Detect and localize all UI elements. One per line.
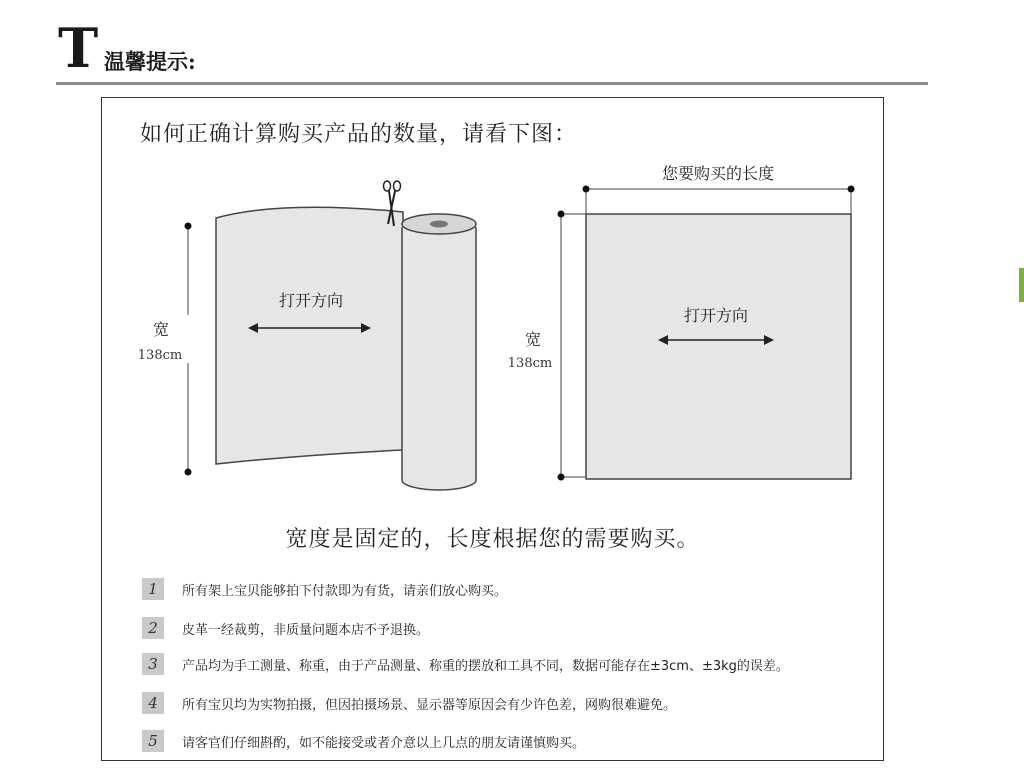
note-item: [142, 729, 585, 753]
left-direction-label: 打开方向: [278, 291, 344, 310]
right-width-value: 138cm: [507, 356, 553, 371]
note-number-badge: 2: [142, 617, 164, 639]
note-item: [142, 577, 507, 601]
header-title: 温馨提示:: [104, 49, 196, 74]
question-heading: 如何正确计算购买产品的数量，请看下图：: [140, 122, 578, 147]
note-text: 请客官们仔细斟酌，如不能接受或者介意以上几点的朋友请谨慎购买。: [182, 735, 586, 751]
header-logo-letter: T: [58, 16, 99, 80]
note-text: 所有架上宝贝能够拍下付款即为有货，请亲们放心购买。: [182, 583, 508, 599]
right-direction-label: 打开方向: [683, 306, 749, 325]
note-text: 皮革一经裁剪，非质量问题本店不予退换。: [182, 622, 430, 638]
note-number-badge: 4: [142, 692, 164, 714]
sheet-illustration: [508, 164, 855, 481]
left-width-label: 宽: [152, 320, 170, 339]
note-number-badge: 5: [142, 730, 164, 752]
note-item: [142, 652, 789, 676]
left-width-value: 138cm: [137, 348, 183, 363]
note-text: 产品均为手工测量、称重，由于产品测量、称重的摆放和工具不同，数据可能存在±3cm、±3kg的误差。: [182, 658, 789, 674]
header-divider: [56, 82, 928, 85]
summary-text: 宽度是固定的，长度根据您的需要购买。: [285, 527, 700, 552]
note-item: [142, 691, 676, 715]
note-number-badge: 3: [142, 653, 164, 675]
roll-illustration: [138, 181, 476, 490]
right-width-label: 宽: [524, 330, 542, 349]
right-length-label: 您要购买的长度: [661, 164, 775, 183]
note-item: [142, 616, 429, 640]
note-number-badge: 1: [142, 578, 164, 600]
note-text: 所有宝贝均为实物拍摄，但因拍摄场景、显示器等原因会有少许色差，网购很难避免。: [182, 697, 677, 713]
side-accent-bar: [1019, 268, 1024, 302]
purchase-diagram: [101, 160, 884, 520]
